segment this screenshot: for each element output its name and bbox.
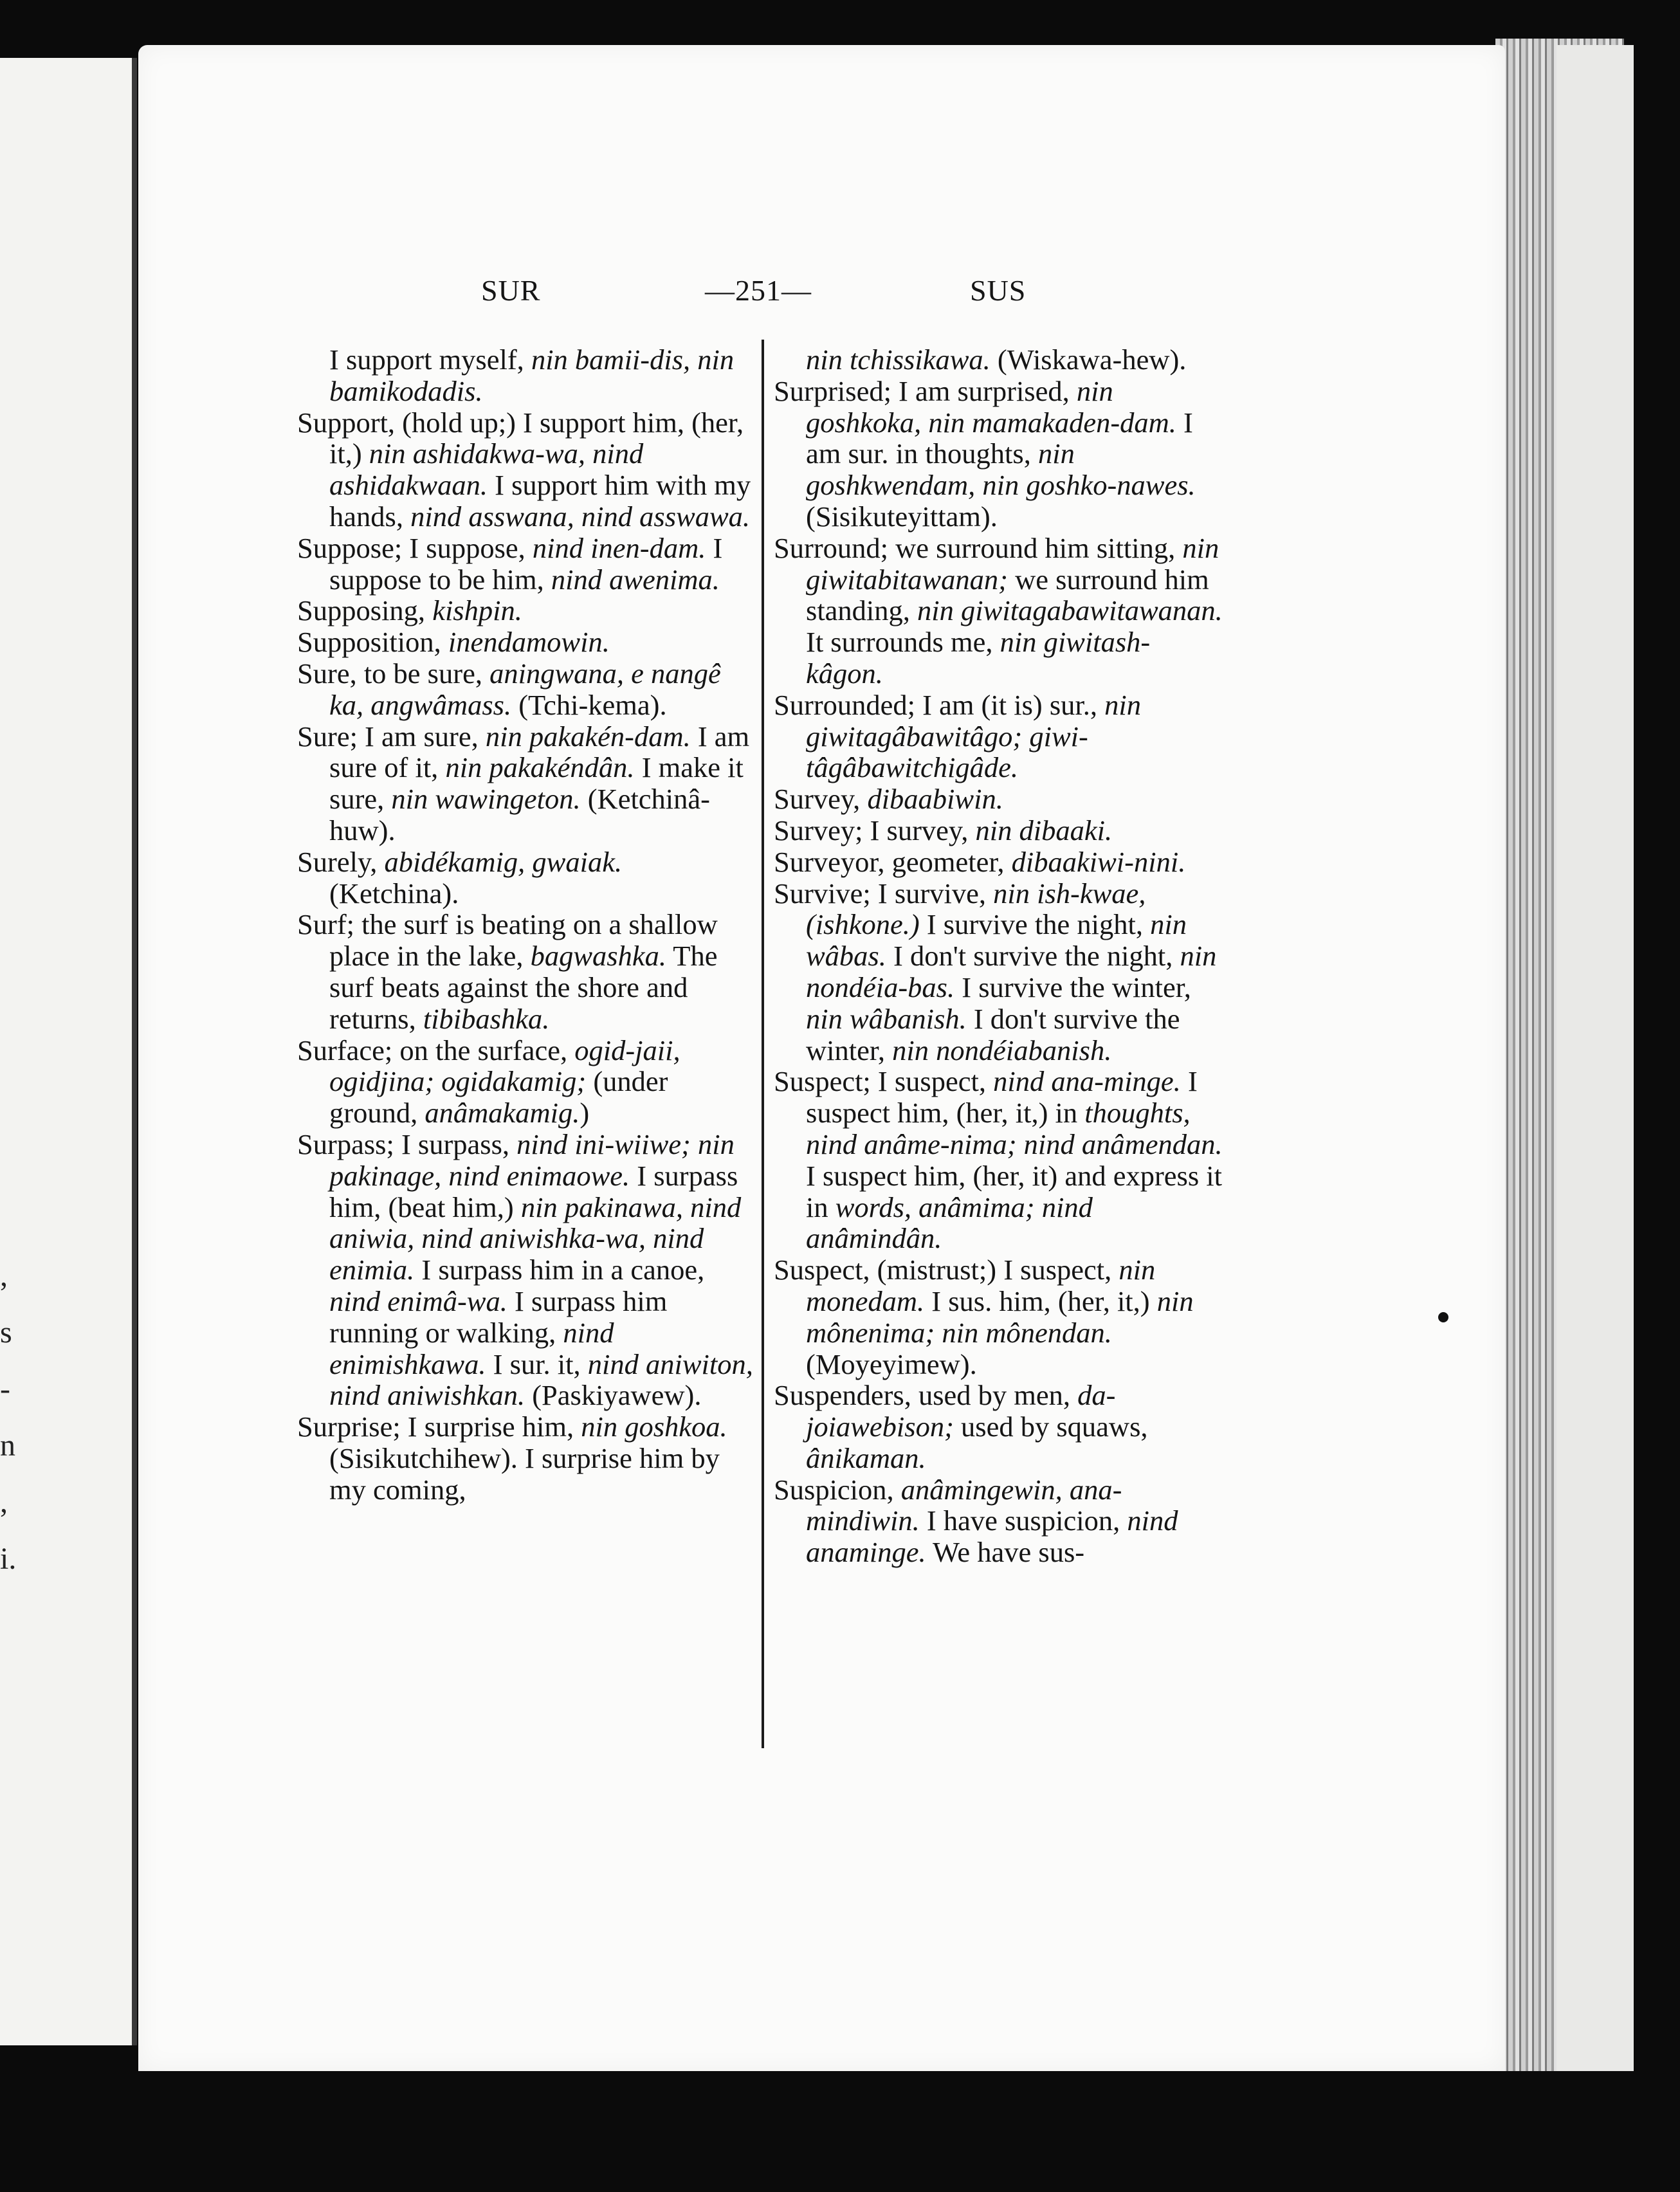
entry-text: I surpass him in a canoe,: [414, 1254, 705, 1286]
ojibwe-term: nin giwitagabawitawanan.: [917, 594, 1223, 627]
ojibwe-term: nin nondéia-bas.: [806, 940, 1217, 1003]
ojibwe-term: inendamowin.: [448, 626, 610, 659]
entry-text: Support, (hold up;) I support him, (her, it,): [297, 406, 744, 470]
ojibwe-term: da-joiawebison;: [806, 1379, 1116, 1443]
entry-text: I don't survive the night,: [886, 940, 1180, 973]
dictionary-entry: [774, 815, 1224, 846]
entry-text: I suspect him, (her, it) and express it in: [806, 1159, 1223, 1223]
entry-text: I make it sure,: [329, 751, 744, 816]
entry-text: (Tchi-kema).: [511, 688, 667, 721]
entry-text: Surprise; I surprise him,: [297, 1411, 581, 1443]
ojibwe-term: nin tchissikawa.: [806, 343, 991, 376]
entry-text: Surely,: [297, 845, 385, 878]
entry-text: (Ketchina).: [329, 877, 459, 909]
ojibwe-term: nind awenima.: [551, 563, 720, 596]
ojibwe-term: nin monedam.: [806, 1254, 1156, 1317]
entry-text: It surrounds me,: [806, 626, 1000, 659]
ojibwe-term: anâmingewin, ana-mindiwin.: [806, 1473, 1122, 1537]
entry-text: used by squaws,: [953, 1411, 1148, 1443]
entry-text: I suppose to be him,: [329, 531, 723, 596]
ojibwe-term: nind anaminge.: [806, 1504, 1178, 1569]
dictionary-entry: [297, 407, 754, 533]
ojibwe-term: nin wâbas.: [806, 908, 1187, 973]
ojibwe-term: nin giwitabitawanan;: [806, 531, 1219, 596]
ink-spot: [1438, 1312, 1448, 1322]
ojibwe-term: anâmakamig.: [425, 1097, 580, 1129]
entry-text: (Paskiyawew).: [525, 1379, 702, 1412]
entry-text: I sus. him, (her, it,): [924, 1284, 1157, 1317]
entry-text: Surpass; I surpass,: [297, 1128, 517, 1160]
entry-text: I surpass him, (beat him,): [329, 1159, 738, 1223]
ojibwe-term: thoughts, nind anâme-nima; nind anâmendan.: [806, 1097, 1223, 1160]
ojibwe-term: nin mônenima; nin mônendan.: [806, 1284, 1194, 1349]
entry-text: Survive; I survive,: [774, 877, 994, 909]
ojibwe-term: nind asswana, nind asswawa.: [410, 500, 750, 533]
previous-page-mark: i.: [0, 1542, 17, 1576]
ojibwe-term: ogid-jaii, ogidjina; ogidakamig;: [329, 1034, 680, 1098]
previous-page-fragments: [0, 1248, 26, 1587]
running-head-right: SUS: [970, 274, 1027, 307]
entry-text: I survive the winter,: [954, 971, 1191, 1003]
dictionary-entry: [297, 595, 754, 626]
entry-text: Surveyor, geometer,: [774, 845, 1012, 878]
dictionary-entry: [297, 626, 754, 658]
dictionary-entry: [297, 909, 754, 1034]
dictionary-entry: [774, 533, 1224, 690]
ojibwe-term: nin bamii-dis, nin bamikodadis.: [329, 343, 735, 407]
ojibwe-term: abidékamig, gwaiak.: [384, 845, 623, 878]
previous-page-mark: ,: [0, 1485, 8, 1519]
ojibwe-term: nin goshkwendam, nin goshko-nawes.: [806, 437, 1196, 502]
ojibwe-term: nin pakakén-dam.: [485, 720, 691, 753]
entry-text: I don't survive the winter,: [806, 1002, 1180, 1066]
ojibwe-term: nind aniwiton, nind aniwishkan.: [329, 1347, 753, 1412]
ojibwe-term: dibaakiwi-nini.: [1011, 845, 1186, 878]
ojibwe-term: nin giwitagâbawitâgo; giwi-tâgâbawitchigâde.: [806, 688, 1142, 784]
entry-text: Sure, to be sure,: [297, 657, 490, 690]
entry-text: I survive the night,: [919, 908, 1151, 941]
dictionary-entry: [774, 878, 1224, 1066]
entry-text: ): [580, 1097, 590, 1129]
dictionary-entry: [774, 1254, 1224, 1380]
entry-text: Suspicion,: [774, 1473, 901, 1506]
dictionary-entry: [774, 376, 1224, 533]
ojibwe-term: nind ana-minge.: [993, 1065, 1181, 1098]
ojibwe-term: nind enimâ-wa.: [329, 1284, 507, 1317]
previous-page-mark: ,: [0, 1259, 8, 1293]
dictionary-entry: [297, 1411, 754, 1505]
right-column: [774, 344, 1224, 1568]
previous-page-edge: [0, 58, 137, 2045]
entry-text: Surround; we surround him sitting,: [774, 531, 1183, 564]
dictionary-entry: [774, 344, 1224, 376]
ojibwe-term: aningwana, e nangê ka, angwâmass.: [329, 657, 721, 721]
entry-text: I am sure of it,: [329, 720, 750, 784]
previous-page-mark: s: [0, 1315, 12, 1349]
ojibwe-term: nin wâbanish.: [806, 1002, 967, 1035]
ojibwe-term: nin giwitash-kâgon.: [806, 626, 1151, 690]
entry-text: I am sur. in thoughts,: [806, 406, 1193, 470]
entry-text: (Sisikuteyittam).: [806, 500, 998, 533]
ojibwe-term: dibaabiwin.: [867, 783, 1003, 816]
ojibwe-term: words, anâmima; nind anâmindân.: [806, 1191, 1093, 1255]
dictionary-entry: [297, 1129, 754, 1411]
left-column: [297, 344, 754, 1505]
entry-text: Survey,: [774, 783, 868, 816]
ojibwe-term: nin goshkoka, nin mamakaden-dam.: [806, 374, 1176, 439]
entry-text: Sure; I am sure,: [297, 720, 486, 753]
book-fore-edge-highlight: [1557, 45, 1634, 2071]
ojibwe-term: nin nondéiabanish.: [892, 1034, 1112, 1066]
ojibwe-term: nin pakinawa, nind aniwia, nind aniwishka-wa, nind enimia.: [329, 1191, 742, 1286]
dictionary-entry: [297, 1035, 754, 1129]
ojibwe-term: nin goshkoa.: [581, 1411, 727, 1443]
dictionary-entry: [297, 658, 754, 721]
entry-text: (under ground,: [329, 1065, 668, 1129]
ojibwe-term: nin dibaaki.: [975, 814, 1113, 846]
ojibwe-term: kishpin.: [432, 594, 522, 627]
ojibwe-term: nind ini-wiiwe; nin pakinage, nind enimaowe.: [329, 1128, 735, 1192]
entry-text: I suspect him, (her, it,) in: [806, 1065, 1198, 1129]
ojibwe-term: nin ashidakwa-wa, nind ashidakwaan.: [329, 437, 644, 502]
entry-text: Supposition,: [297, 626, 448, 659]
entry-text: I surpass him running or walking,: [329, 1284, 668, 1349]
entry-text: Suspect; I suspect,: [774, 1065, 994, 1098]
entry-text: Surf; the surf is beating on a shallow place in the lake,: [297, 908, 718, 973]
entry-text: Suppose; I suppose,: [297, 531, 533, 564]
dictionary-entry: [297, 533, 754, 596]
entry-text: we surround him standing,: [806, 563, 1209, 627]
ojibwe-term: nin wawingeton.: [391, 783, 581, 816]
entry-text: (Sisikutchihew). I surprise him by my coming,: [329, 1441, 720, 1506]
entry-text: (Moyeyimew).: [806, 1347, 977, 1380]
entry-text: We have sus-: [926, 1536, 1085, 1569]
entry-text: Supposing,: [297, 594, 433, 627]
entry-text: Suspenders, used by men,: [774, 1379, 1078, 1412]
previous-page-mark: -: [0, 1372, 10, 1406]
dictionary-entry: [774, 1474, 1224, 1568]
entry-text: Surrounded; I am (it is) sur.,: [774, 688, 1105, 721]
entry-text: Surprised; I am surprised,: [774, 374, 1077, 407]
page-number: —251—: [705, 274, 812, 307]
dictionary-entry: [774, 1066, 1224, 1254]
entry-text: Suspect, (mistrust;) I suspect,: [774, 1254, 1119, 1286]
ojibwe-term: nin ish-kwae, (ishkone.): [806, 877, 1146, 941]
ojibwe-term: nin pakakéndân.: [445, 751, 635, 784]
entry-text: The surf beats against the shore and returns,: [329, 940, 718, 1035]
entry-text: (Wiskawa-hew).: [990, 343, 1187, 376]
entry-text: I sur. it,: [486, 1347, 588, 1380]
dictionary-entry: [297, 344, 754, 407]
entry-text: I have suspicion,: [919, 1504, 1128, 1537]
ojibwe-term: bagwashka.: [530, 940, 666, 973]
dictionary-entry: [297, 721, 754, 846]
dictionary-entry: [774, 690, 1224, 783]
dictionary-entry: [774, 846, 1224, 878]
column-divider: [762, 340, 764, 1748]
previous-page-mark: n: [0, 1429, 15, 1463]
entry-text: Survey; I survey,: [774, 814, 976, 846]
dictionary-entry: [297, 846, 754, 909]
dictionary-entry: [774, 1380, 1224, 1474]
entry-text: (Ketchinâ-huw).: [329, 783, 710, 846]
entry-text: I support him with my hands,: [329, 469, 751, 533]
dictionary-entry: [774, 783, 1224, 815]
running-head-left: SUR: [481, 274, 541, 307]
ojibwe-term: ânikaman.: [806, 1441, 926, 1474]
ojibwe-term: nind inen-dam.: [532, 531, 706, 564]
ojibwe-term: nind enimishkawa.: [329, 1316, 614, 1380]
entry-text: Surface; on the surface,: [297, 1034, 575, 1066]
entry-text: I support myself,: [329, 343, 531, 376]
ojibwe-term: tibibashka.: [423, 1002, 550, 1035]
